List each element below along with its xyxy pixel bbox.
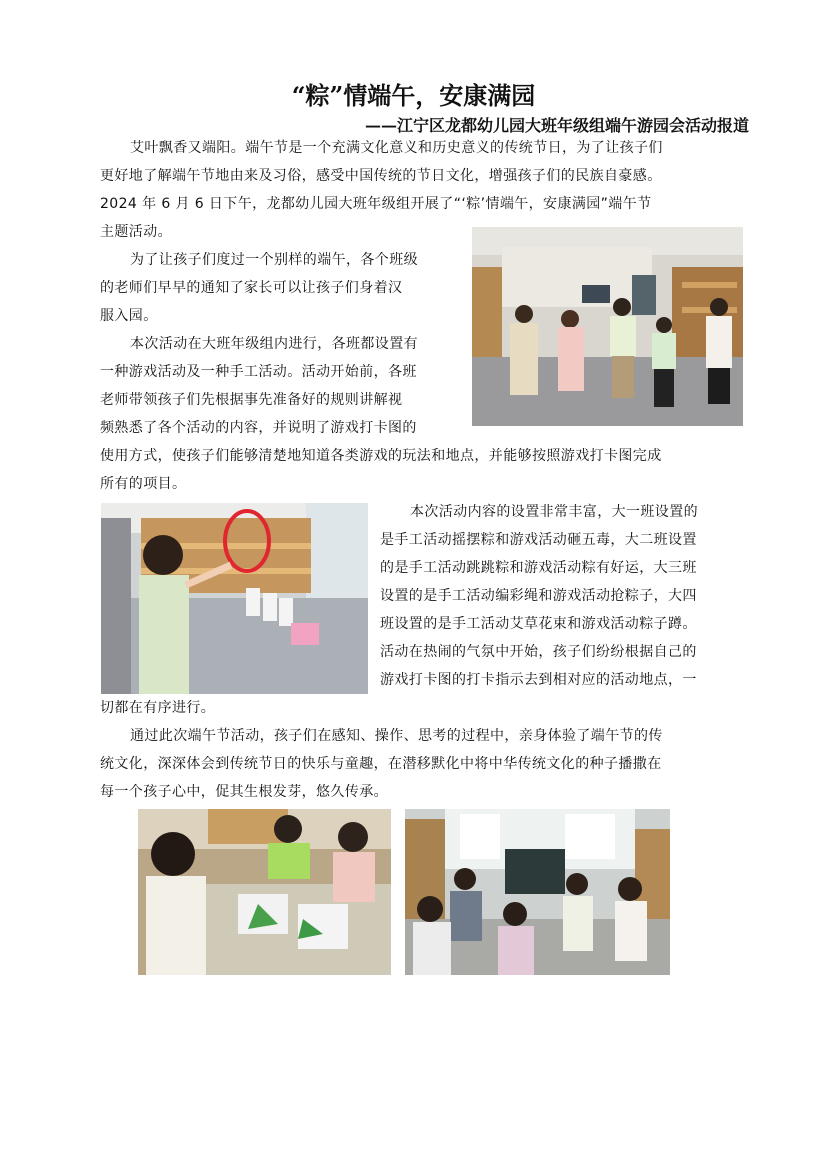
paragraph-line: 通过此次端午节活动，孩子们在感知、操作、思考的过程中，亲身体验了端午节的传 <box>130 728 663 744</box>
photo-children-crafting <box>138 809 391 975</box>
paragraph-line: 的老师们早早的通知了家长可以让孩子们身着汉 <box>100 280 403 296</box>
paragraph-line: 频熟悉了各个活动的内容，并说明了游戏打卡图的 <box>100 420 417 436</box>
paragraph-line: 为了让孩子们度过一个别样的端午，各个班级 <box>130 252 418 268</box>
paragraph-line: 活动在热闹的气氛中开始，孩子们纷纷根据自己的 <box>380 644 697 660</box>
photo-children-in-hanfu <box>472 227 743 426</box>
paragraph-line: 艾叶飘香又端阳。端午节是一个充满文化意义和历史意义的传统节日，为了让孩子们 <box>130 140 663 156</box>
paragraph-line: 更好地了解端午节地由来及习俗，感受中国传统的节日文化，增强孩子们的民族自豪感。 <box>100 168 662 184</box>
photo-children-playing-game <box>405 809 670 975</box>
paragraph-line: 是手工活动摇摆粽和游戏活动砸五毒，大二班设置 <box>380 532 697 548</box>
paragraph-line: 设置的是手工活动编彩绳和游戏活动抢粽子，大四 <box>380 588 697 604</box>
paragraph-line: 统文化，深深体会到传统节日的快乐与童趣，在潜移默化中将中华传统文化的种子播撒在 <box>100 756 662 772</box>
paragraph-line: 每一个孩子心中，促其生根发芽，悠久传承。 <box>100 784 388 800</box>
paragraph-line: 2024 年 6 月 6 日下午，龙都幼儿园大班年级组开展了“‘粽’情端午，安康满园”端午节 <box>100 196 652 212</box>
paragraph-line: 主题活动。 <box>100 224 172 240</box>
article-subtitle: ——江宁区龙都幼儿园大班年级组端午游园会活动报道 <box>364 116 749 135</box>
paragraph-line: 班设置的是手工活动艾草花束和游戏活动粽子蹲。 <box>380 616 697 632</box>
paragraph-line: 本次活动在大班年级组内进行，各班都设置有 <box>130 336 418 352</box>
paragraph-line: 使用方式，使孩子们能够清楚地知道各类游戏的玩法和地点，并能够按照游戏打卡图完成 <box>100 448 662 464</box>
paragraph-line: 服入园。 <box>100 308 158 324</box>
paragraph-line: 所有的项目。 <box>100 476 187 492</box>
paragraph-line: 一种游戏活动及一种手工活动。活动开始前，各班 <box>100 364 417 380</box>
paragraph-line: 切都在有序进行。 <box>100 700 216 716</box>
paragraph-line: 的是手工活动跳跳粽和游戏活动粽有好运，大三班 <box>380 560 697 576</box>
photo-girl-with-ring <box>101 503 368 694</box>
paragraph-line: 本次活动内容的设置非常丰富，大一班设置的 <box>410 504 698 520</box>
paragraph-line: 游戏打卡图的打卡指示去到相对应的活动地点，一 <box>380 672 697 688</box>
paragraph-line: 老师带领孩子们先根据事先准备好的规则讲解视 <box>100 392 403 408</box>
article-title: “粽”情端午，安康满园 <box>291 81 536 110</box>
